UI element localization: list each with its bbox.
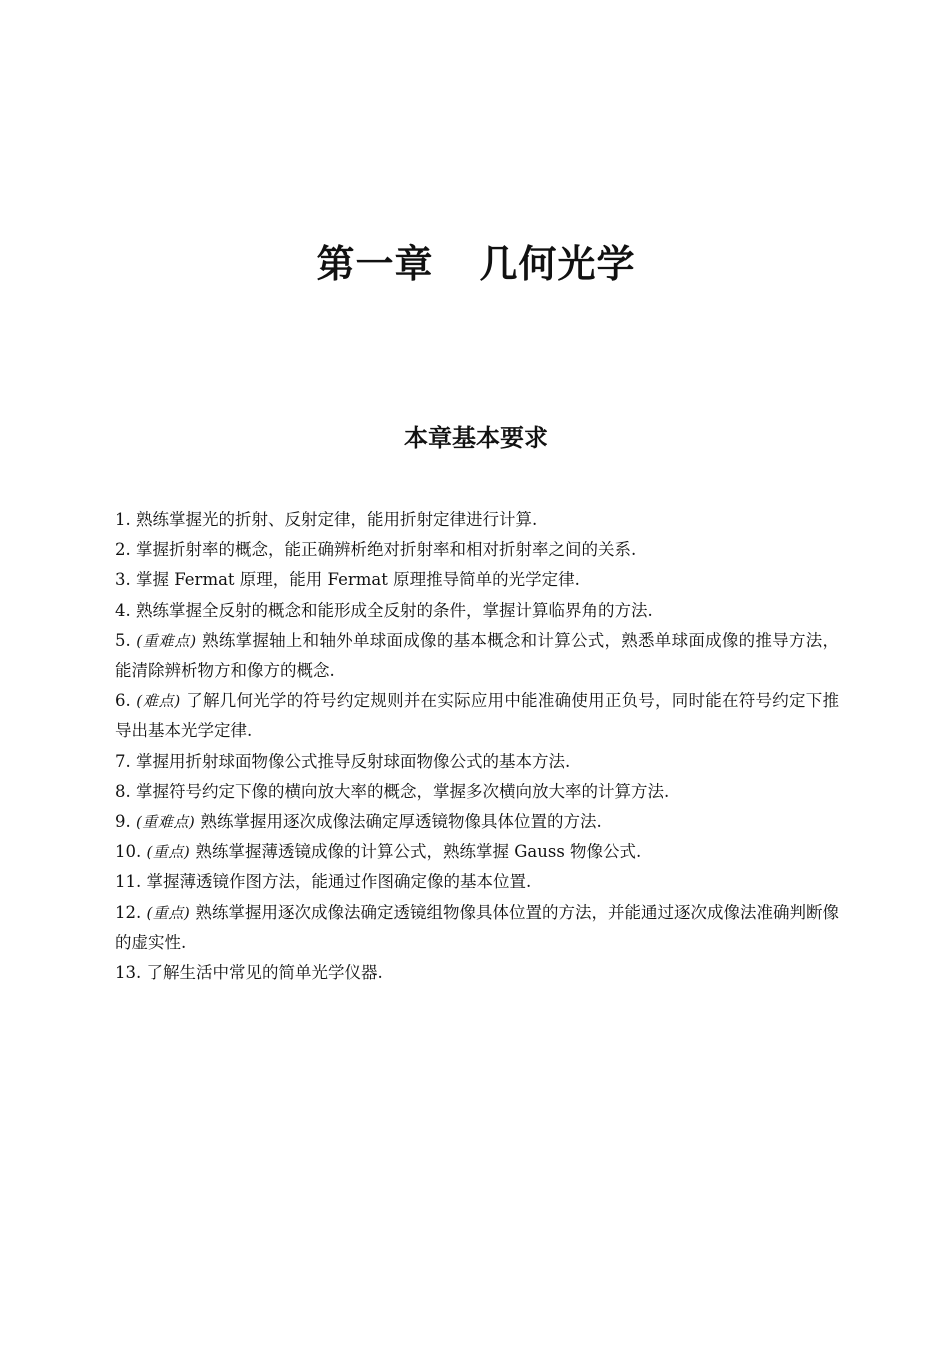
- chapter-number: 第一章: [316, 241, 434, 286]
- item-text: 掌握用折射球面物像公式推导反射球面物像公式的基本方法.: [136, 751, 571, 771]
- item-text: 掌握符号约定下像的横向放大率的概念，掌握多次横向放大率的计算方法.: [136, 781, 670, 801]
- item-text: 了解几何光学的符号约定规则并在实际应用中能准确使用正负号，同时能在符号约定下推导出基本光学定律.: [115, 691, 840, 741]
- requirement-item: [115, 837, 839, 867]
- item-text: 掌握折射率的概念，能正确辨析绝对折射率和相对折射率之间的关系.: [136, 540, 637, 560]
- requirement-item: [115, 777, 839, 807]
- item-number: 13.: [115, 963, 142, 983]
- item-number: 2.: [115, 540, 131, 560]
- requirement-item: [115, 686, 839, 746]
- item-text: 熟练掌握光的折射、反射定律，能用折射定律进行计算.: [136, 510, 538, 529]
- chapter-title: [0, 236, 952, 292]
- section-title: 本章基本要求: [404, 423, 548, 452]
- requirement-item: [115, 807, 839, 837]
- item-text: 熟练掌握轴上和轴外单球面成像的基本概念和计算公式，熟悉单球面成像的推导方法，能清除辨析物方和像方的概念.: [115, 630, 839, 681]
- chapter-name: 几何光学: [479, 241, 636, 286]
- requirement-item: [115, 565, 839, 595]
- requirement-item: [115, 867, 839, 897]
- requirement-item: [115, 626, 839, 686]
- item-text: 掌握薄透镜作图方法，能通过作图确定像的基本位置.: [146, 872, 532, 892]
- difficulty-tag: (重难点): [136, 813, 196, 832]
- item-number: 6.: [115, 691, 131, 711]
- item-number: 9.: [115, 812, 131, 832]
- item-number: 4.: [115, 600, 131, 620]
- item-number: 10.: [115, 842, 142, 862]
- item-text: 熟练掌握全反射的概念和能形成全反射的条件，掌握计算临界角的方法.: [136, 600, 653, 620]
- item-text: 熟练掌握薄透镜成像的计算公式，熟练掌握 Gauss 物像公式.: [195, 842, 642, 862]
- difficulty-tag: (重点): [146, 903, 191, 922]
- item-number: 12.: [115, 902, 142, 922]
- item-text: 掌握 Fermat 原理，能用 Fermat 原理推导简单的光学定律.: [136, 570, 580, 590]
- item-number: 11.: [115, 872, 142, 892]
- difficulty-tag: (重点): [146, 843, 191, 862]
- difficulty-tag: (难点): [136, 692, 181, 711]
- requirement-item: [115, 505, 839, 535]
- item-number: 8.: [115, 781, 131, 801]
- item-number: 7.: [115, 751, 131, 771]
- item-number: 3.: [115, 570, 131, 590]
- item-text: 了解生活中常见的简单光学仪器.: [146, 963, 383, 983]
- requirement-item: [115, 958, 839, 988]
- requirement-item: [115, 596, 839, 626]
- requirement-item: [115, 898, 839, 958]
- item-number: 5.: [115, 630, 131, 650]
- difficulty-tag: (重难点): [136, 631, 197, 650]
- requirement-item: [115, 747, 839, 777]
- requirements-list: [115, 505, 839, 988]
- item-number: 1.: [115, 510, 131, 529]
- item-text: 熟练掌握用逐次成像法确定透镜组物像具体位置的方法，并能通过逐次成像法准确判断像的虚实性.: [115, 902, 839, 952]
- item-text: 熟练掌握用逐次成像法确定厚透镜物像具体位置的方法.: [200, 812, 602, 832]
- requirement-item: [115, 535, 839, 565]
